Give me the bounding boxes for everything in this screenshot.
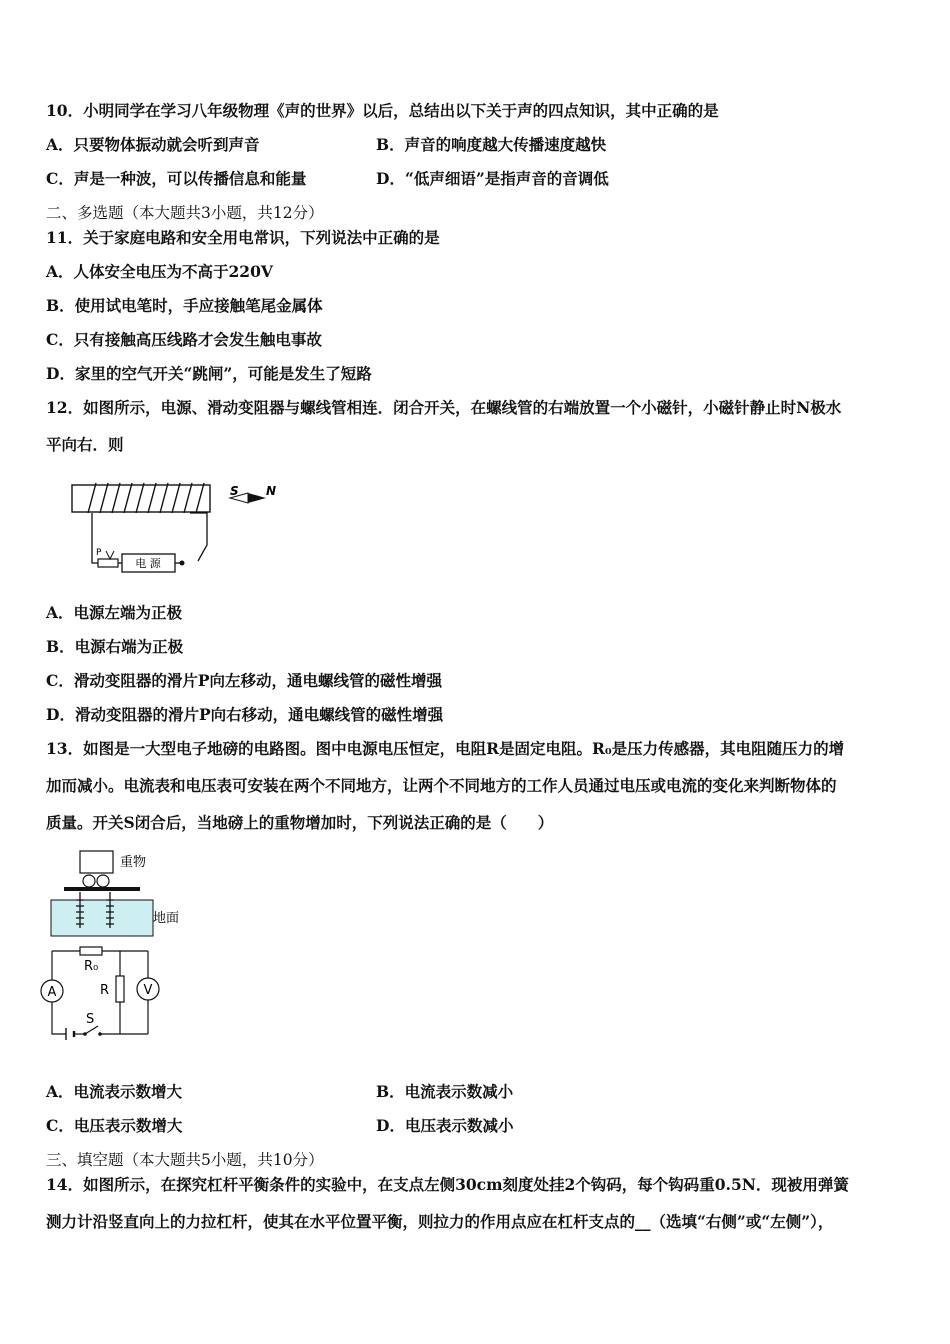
- ground-block: [51, 900, 153, 936]
- slider-label: P: [96, 548, 102, 558]
- power-source-label: 电 源: [135, 557, 161, 570]
- q11-option-c: C．只有接触高压线路才会发生触电事故: [46, 330, 322, 349]
- q13-stem-line1: 13．如图是一大型电子地磅的电路图。图中电源电压恒定，电阻R是固定电阻。R₀是压力传感器，其电阻随压力的增: [46, 739, 845, 758]
- rheostat: [98, 559, 118, 567]
- q10-option-b: B．声音的响度越大传播速度越快: [376, 135, 607, 154]
- weight-box: [80, 851, 113, 873]
- resistor-r: [116, 976, 124, 1002]
- q13-stem-line3: 质量。开关S闭合后，当地磅上的重物增加时，下列说法正确的是（ ）: [46, 813, 554, 832]
- q12-stem-line2: 平向右．则: [46, 435, 124, 454]
- q13-option-c: C．电压表示数增大: [46, 1116, 183, 1135]
- wheel-left: [83, 875, 95, 887]
- solenoid-circuit-figure: [62, 475, 292, 580]
- q12-option-d: D．滑动变阻器的滑片P向右移动，通电螺线管的磁性增强: [46, 705, 444, 724]
- q12-stem-line1: 12．如图所示，电源、滑动变阻器与螺线管相连．闭合开关，在螺线管的右端放置一个小磁针，小磁针静止时N极水: [46, 398, 842, 417]
- q12-option-c: C．滑动变阻器的滑片P向左移动，通电螺线管的磁性增强: [46, 671, 442, 690]
- q11-stem: 11．关于家庭电路和安全用电常识，下列说法中正确的是: [46, 228, 440, 247]
- ground-label: 地面: [153, 911, 180, 926]
- q13-option-b: B．电流表示数减小: [376, 1082, 514, 1101]
- q13-option-d: D．电压表示数减小: [376, 1116, 514, 1135]
- q12-option-a: A．电源左端为正极: [46, 603, 183, 622]
- q10-option-a: A．只要物体振动就会听到声音: [46, 135, 260, 154]
- wheel-right: [97, 875, 109, 887]
- q14-line2: 测力计沿竖直向上的力拉杠杆，使其在水平位置平衡，则拉力的作用点应在杠杆支点的__（选填“右侧”或“左侧”），: [46, 1212, 834, 1231]
- r-label: R: [100, 983, 110, 998]
- rheostat-slider: [106, 551, 114, 559]
- south-pole-label: S: [230, 484, 239, 498]
- q12-option-b: B．电源右端为正极: [46, 637, 184, 656]
- q13-option-a: A．电流表示数增大: [46, 1082, 183, 1101]
- battery: [66, 1028, 74, 1040]
- solenoid-coil: [72, 483, 210, 513]
- q11-option-d: D．家里的空气开关“跳闸”，可能是发生了短路: [46, 364, 372, 383]
- q11-option-b: B．使用试电笔时，手应接触笔尾金属体: [46, 296, 323, 315]
- section-2-heading: 二、多选题（本大题共3小题，共12分）: [46, 204, 324, 222]
- q10-stem: 10．小明同学在学习八年级物理《声的世界》以后，总结出以下关于声的四点知识，其中正确的是: [46, 101, 719, 120]
- q13-stem-line2: 加而减小。电流表和电压表可安装在两个不同地方，让两个不同地方的工作人员通过电压或电流的变化来判断物体的: [46, 776, 837, 795]
- q10-option-c: C．声是一种波，可以传播信息和能量: [46, 169, 307, 188]
- r0-label: R₀: [84, 959, 99, 974]
- switch-contact: [98, 1032, 102, 1036]
- weight-label: 重物: [120, 855, 147, 870]
- scale-circuit-figure: [40, 848, 200, 1048]
- q11-option-a: A．人体安全电压为不高于220V: [46, 262, 273, 281]
- switch-contact: [180, 561, 185, 566]
- ammeter-label: A: [47, 985, 57, 1000]
- platform: [64, 887, 140, 891]
- q10-option-d: D．“低声细语”是指声音的音调低: [376, 169, 609, 188]
- voltmeter-label: V: [143, 983, 153, 998]
- switch-pivot: [83, 1032, 87, 1036]
- resistor-r0: [80, 947, 102, 955]
- q14-line1: 14．如图所示，在探究杠杆平衡条件的实验中，在支点左侧30cm刻度处挂2个钩码，每个钩码重0.5N．现被用弹簧: [46, 1175, 849, 1194]
- switch-label: S: [86, 1012, 95, 1027]
- north-pole-label: N: [266, 484, 277, 498]
- section-3-heading: 三、填空题（本大题共5小题，共10分）: [46, 1151, 324, 1169]
